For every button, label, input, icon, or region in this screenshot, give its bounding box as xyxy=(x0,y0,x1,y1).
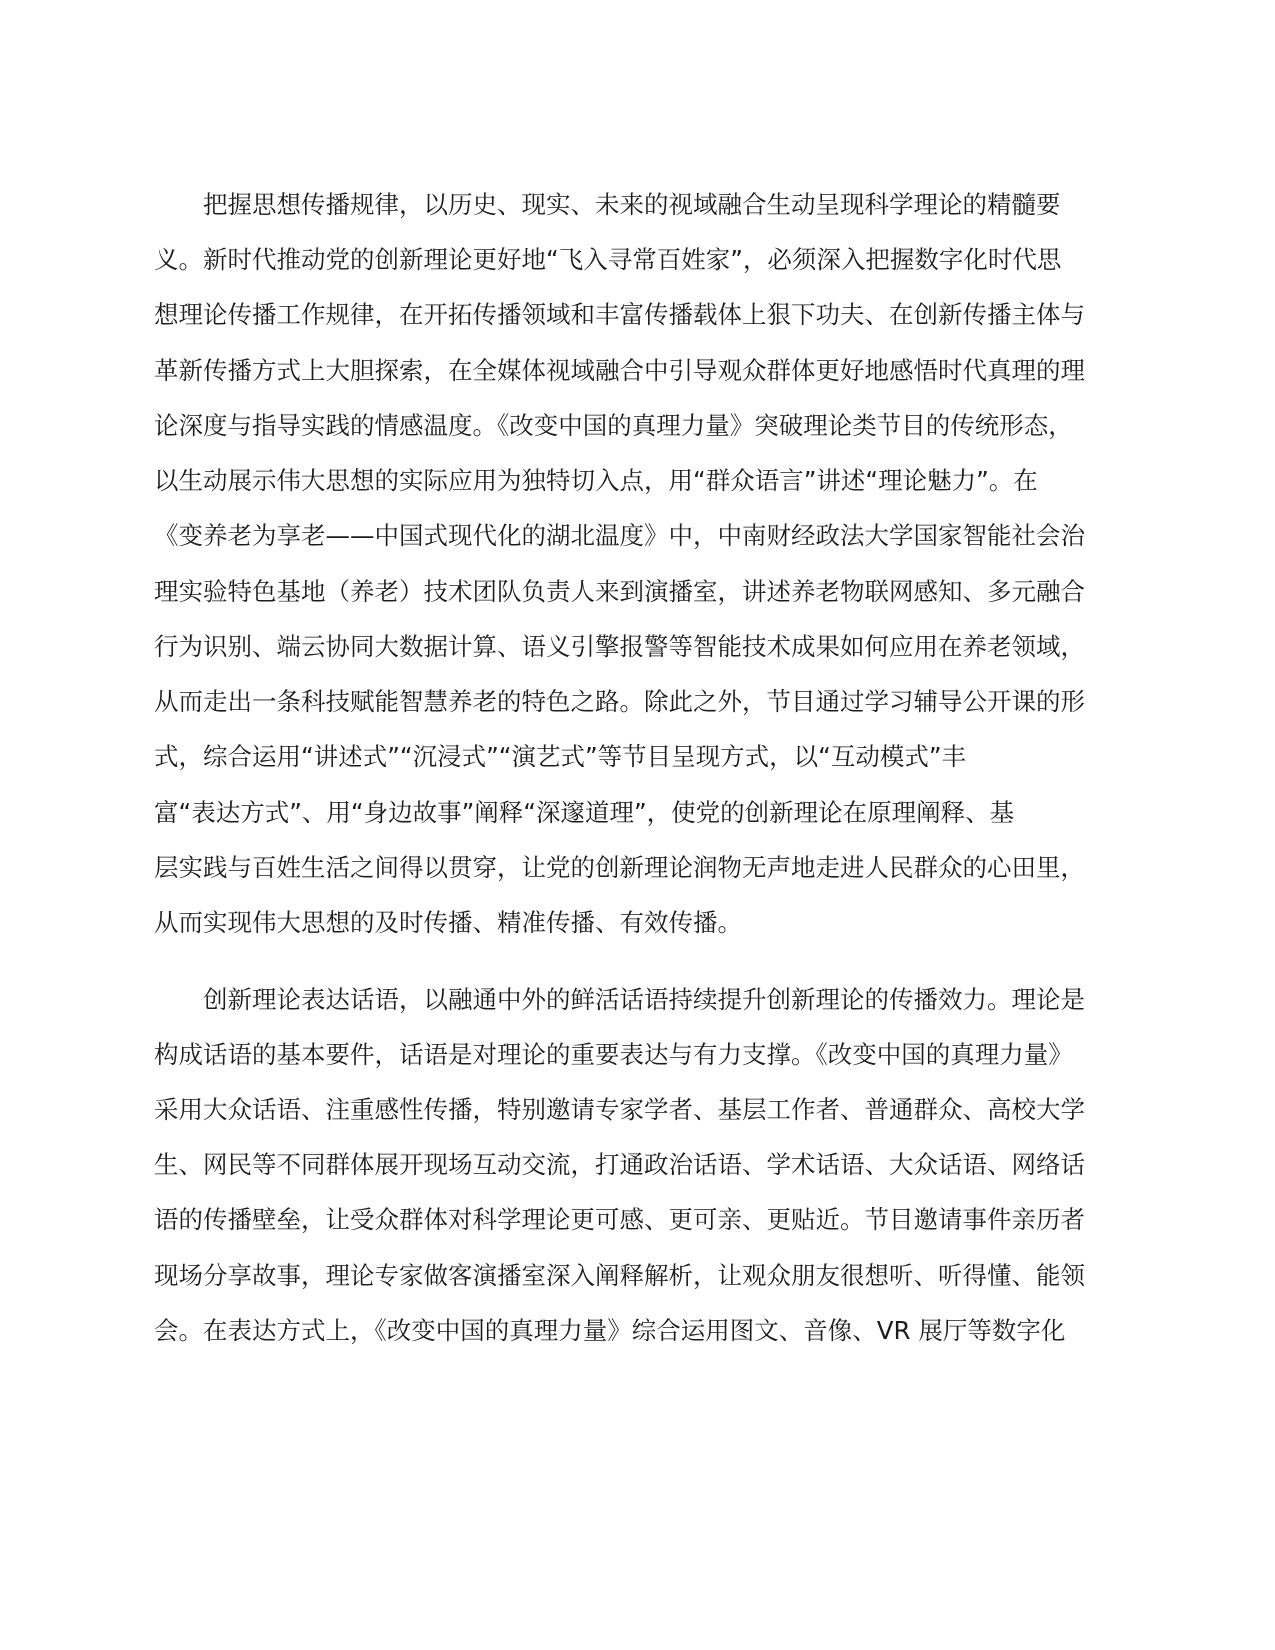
paragraph-line: 会。在表达方式上，《改变中国的真理力量》综合运用图文、音像、VR 展厅等数字化 xyxy=(154,1316,1066,1345)
paragraph-line: 把握思想传播规律，以历史、现实、未来的视域融合生动呈现科学理论的精髓要 xyxy=(203,190,1061,219)
paragraph-line: 《变养老为享老——中国式现代化的湖北温度》中，中南财经政法大学国家智能社会治 xyxy=(154,521,1085,550)
paragraph-line: 生、网民等不同群体展开现场互动交流，打通政治话语、学术话语、大众话语、网络话 xyxy=(154,1150,1085,1179)
paragraph-line: 想理论传播工作规律，在开拓传播领域和丰富传播载体上狠下功夫、在创新传播主体与 xyxy=(154,300,1085,329)
paragraph-line: 采用大众话语、注重感性传播，特别邀请专家学者、基层工作者、普通群众、高校大学 xyxy=(154,1095,1085,1124)
paragraph-line: 理实验特色基地（养老）技术团队负责人来到演播室，讲述养老物联网感知、多元融合 xyxy=(154,577,1085,606)
paragraph-line: 从而走出一条科技赋能智慧养老的特色之路。除此之外，节目通过学习辅导公开课的形 xyxy=(154,687,1085,716)
paragraph-line: 义。新时代推动党的创新理论更好地“飞入寻常百姓家”，必须深入把握数字化时代思 xyxy=(154,245,1062,274)
paragraph-line: 创新理论表达话语，以融通中外的鲜活话语持续提升创新理论的传播效力。理论是 xyxy=(203,985,1085,1014)
paragraph-line: 富“表达方式”、用“身边故事”阐释“深邃道理”，使党的创新理论在原理阐释、基 xyxy=(154,798,1015,827)
paragraph-line: 式，综合运用“讲述式”“沉浸式”“演艺式”等节目呈现方式，以“互动模式”丰 xyxy=(154,742,967,771)
paragraph-line: 革新传播方式上大胆探索，在全媒体视域融合中引导观众群体更好地感悟时代真理的理 xyxy=(154,356,1085,385)
paragraph-line: 语的传播壁垒，让受众群体对科学理论更可感、更可亲、更贴近。节目邀请事件亲历者 xyxy=(154,1205,1085,1234)
paragraph-line: 现场分享故事，理论专家做客演播室深入阐释解析，让观众朋友很想听、听得懂、能领 xyxy=(154,1261,1085,1290)
paragraph-line: 层实践与百姓生活之间得以贯穿，让党的创新理论润物无声地走进人民群众的心田里， xyxy=(154,853,1085,882)
paragraph-line: 论深度与指导实践的情感温度。《改变中国的真理力量》突破理论类节目的传统形态， xyxy=(154,411,1073,440)
paragraph-line: 从而实现伟大思想的及时传播、精准传播、有效传播。 xyxy=(154,908,742,937)
paragraph-line: 构成话语的基本要件，话语是对理论的重要表达与有力支撑。《改变中国的真理力量》 xyxy=(154,1040,1073,1069)
paragraph-line: 行为识别、端云协同大数据计算、语义引擎报警等智能技术成果如何应用在养老领域， xyxy=(154,632,1085,661)
paragraph-line: 以生动展示伟大思想的实际应用为独特切入点，用“群众语言”讲述“理论魅力”。在 xyxy=(154,466,1038,495)
